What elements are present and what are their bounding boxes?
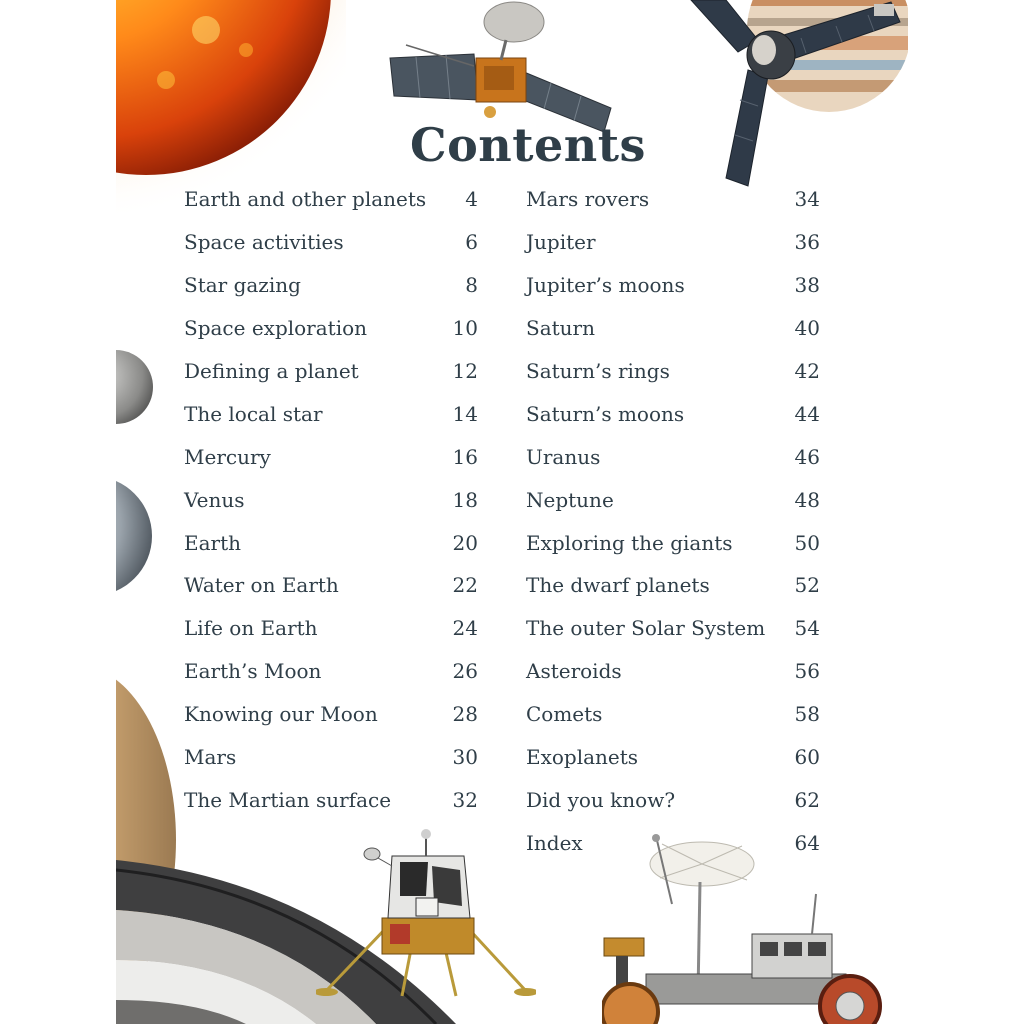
satellite-illustration — [386, 0, 616, 135]
toc-row[interactable] — [526, 736, 820, 779]
toc-entry-label: Index — [526, 830, 583, 855]
toc-page-number: 10 — [452, 316, 478, 341]
toc-row[interactable] — [526, 264, 820, 307]
toc-page-number: 48 — [794, 487, 820, 512]
page-title: Contents — [410, 118, 646, 172]
lunar-module-illustration — [316, 826, 536, 1002]
toc-page-number: 54 — [794, 616, 820, 641]
toc-row[interactable] — [526, 607, 820, 650]
toc-row[interactable] — [184, 392, 478, 435]
toc-page-number: 12 — [452, 359, 478, 383]
toc-row[interactable] — [526, 392, 820, 435]
toc-page-number: 4 — [465, 187, 478, 212]
toc-page-number: 20 — [452, 530, 478, 555]
toc-entry-label: Earth’s Moon — [184, 659, 322, 684]
toc-page-number: 50 — [794, 530, 820, 555]
toc-page-number: 22 — [452, 573, 478, 598]
toc-page-number: 16 — [452, 444, 478, 469]
toc-row[interactable] — [526, 564, 820, 607]
toc-entry-label: Neptune — [526, 487, 614, 512]
toc-row[interactable] — [184, 178, 478, 221]
toc-page-number: 52 — [794, 573, 820, 598]
toc-entry-label: Venus — [184, 487, 245, 512]
toc-entry-label: Saturn’s moons — [526, 401, 685, 426]
toc-entry-label: Earth — [184, 530, 242, 555]
toc-entry-label: The Martian surface — [184, 787, 392, 812]
toc-row[interactable] — [184, 264, 478, 307]
toc-row[interactable] — [184, 564, 478, 607]
left-margin — [0, 0, 116, 1024]
toc-page-number: 34 — [794, 187, 820, 212]
toc-row[interactable] — [526, 650, 820, 693]
toc-entry-label: Mars — [184, 745, 237, 770]
toc-row[interactable] — [184, 607, 478, 650]
toc-entry-label: Mercury — [184, 444, 271, 469]
toc-row[interactable] — [184, 650, 478, 693]
toc-page-number: 40 — [794, 316, 820, 341]
toc-page-number: 28 — [452, 702, 478, 727]
toc-page-number: 58 — [794, 702, 820, 727]
toc-entry-label: Space exploration — [184, 316, 368, 341]
toc-row[interactable] — [184, 435, 478, 478]
toc-row[interactable] — [184, 221, 478, 264]
toc-row[interactable] — [184, 521, 478, 564]
mercury-illustration — [116, 348, 156, 428]
toc-entry-label: Life on Earth — [184, 616, 318, 641]
toc-page-number: 46 — [794, 444, 820, 469]
toc-row[interactable] — [184, 693, 478, 736]
toc-row[interactable] — [184, 350, 478, 393]
toc-page-number: 44 — [794, 401, 820, 426]
toc-row[interactable] — [526, 478, 820, 521]
toc-entry-label: The dwarf planets — [526, 573, 710, 598]
toc-page-number: 18 — [452, 487, 478, 512]
toc-page-number: 38 — [794, 273, 820, 298]
toc-row[interactable] — [184, 736, 478, 779]
toc-row[interactable] — [526, 307, 820, 350]
toc-column-left — [184, 178, 478, 821]
juno-probe-illustration — [686, 0, 906, 190]
toc-page-number: 36 — [794, 230, 820, 255]
toc-page-number: 30 — [452, 745, 478, 770]
toc-entry-label: Saturn’s rings — [526, 359, 670, 383]
toc-page-number: 56 — [794, 659, 820, 684]
toc-entry-label: The outer Solar System — [526, 616, 766, 641]
toc-entry-label: The local star — [184, 401, 323, 426]
toc-page-number: 64 — [794, 830, 820, 855]
toc-row[interactable] — [526, 178, 820, 221]
toc-page-number: 24 — [452, 616, 478, 641]
toc-page-number: 60 — [794, 745, 820, 770]
toc-column-right — [526, 178, 820, 864]
toc-entry-label: Exoplanets — [526, 745, 639, 770]
toc-row[interactable] — [184, 307, 478, 350]
toc-page-number: 62 — [794, 787, 820, 812]
toc-page-number: 14 — [452, 401, 478, 426]
venus-illustration — [116, 474, 156, 598]
toc-row[interactable] — [184, 778, 478, 821]
toc-entry-label: Defining a planet — [184, 359, 359, 383]
toc-row[interactable] — [526, 435, 820, 478]
toc-entry-label: Exploring the giants — [526, 530, 733, 555]
toc-entry-label: Jupiter — [526, 230, 596, 255]
toc-page-number: 32 — [452, 787, 478, 812]
right-margin — [908, 0, 1024, 1024]
toc-row[interactable] — [526, 821, 820, 864]
toc-entry-label: Uranus — [526, 444, 601, 469]
toc-entry-label: Earth and other planets — [184, 187, 427, 212]
toc-entry-label: Did you know? — [526, 787, 676, 812]
toc-entry-label: Water on Earth — [184, 573, 339, 598]
toc-row[interactable] — [184, 478, 478, 521]
toc-row[interactable] — [526, 521, 820, 564]
toc-page-number: 26 — [452, 659, 478, 684]
toc-row[interactable] — [526, 693, 820, 736]
toc-page-number: 42 — [794, 359, 820, 383]
toc-entry-label: Space activities — [184, 230, 344, 255]
toc-page-number: 8 — [465, 273, 478, 298]
toc-entry-label: Asteroids — [526, 659, 622, 684]
toc-entry-label: Star gazing — [184, 273, 301, 298]
toc-entry-label: Jupiter’s moons — [526, 273, 685, 298]
toc-row[interactable] — [526, 778, 820, 821]
toc-page-number: 6 — [465, 230, 478, 255]
toc-entry-label: Comets — [526, 702, 603, 727]
toc-row[interactable] — [526, 350, 820, 393]
toc-entry-label: Mars rovers — [526, 187, 650, 212]
toc-entry-label: Saturn — [526, 316, 595, 341]
toc-entry-label: Knowing our Moon — [184, 702, 378, 727]
toc-row[interactable] — [526, 221, 820, 264]
